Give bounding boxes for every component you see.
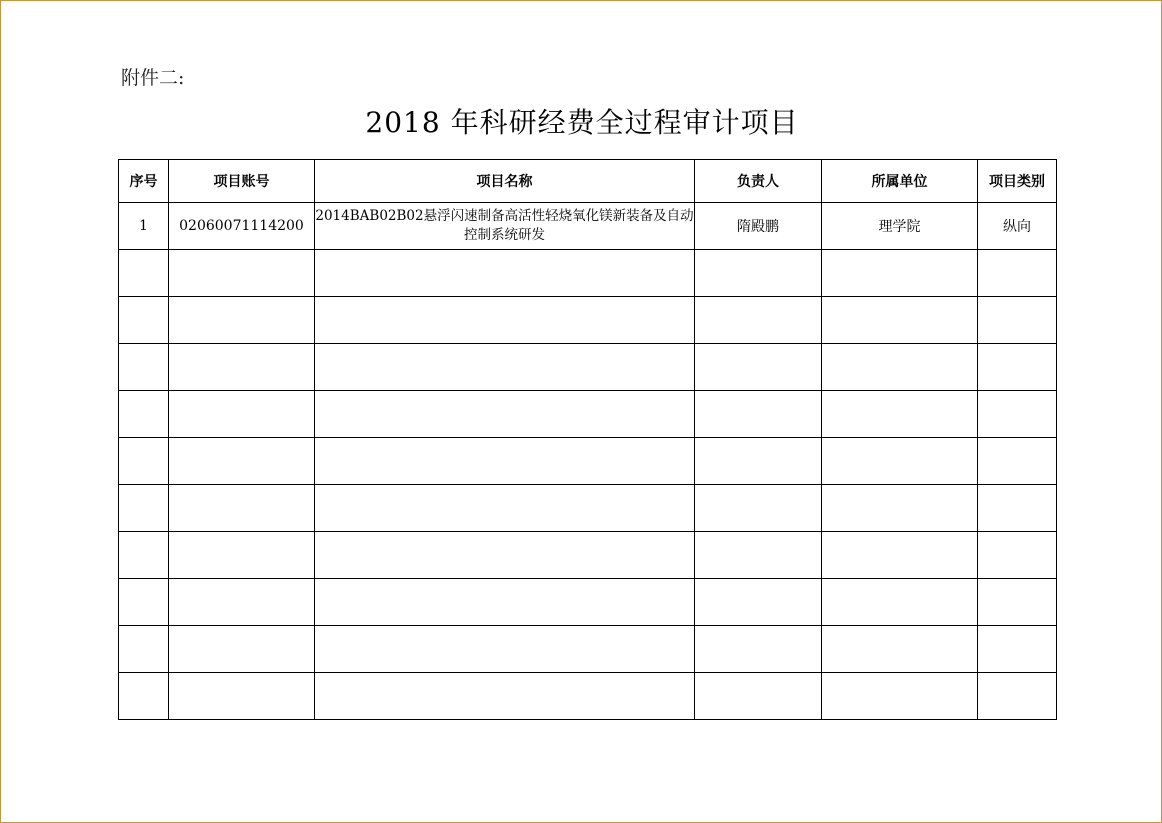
table-header-row: [119, 160, 1057, 203]
attachment-label: 附件二:: [121, 67, 185, 89]
header-seq: 序号: [119, 160, 169, 203]
cell-account: [169, 673, 315, 720]
table-row-empty: [119, 438, 1057, 485]
cell-leader: [695, 344, 822, 391]
cell-name: [315, 673, 695, 720]
cell-account: [169, 297, 315, 344]
cell-unit: [822, 438, 978, 485]
cell-seq: [119, 626, 169, 673]
cell-account: [169, 250, 315, 297]
cell-category: [978, 485, 1057, 532]
table-body: [119, 203, 1057, 720]
table-row-empty: [119, 344, 1057, 391]
cell-account: [169, 485, 315, 532]
cell-name: 2014BAB02B02悬浮闪速制备高活性轻烧氧化镁新装备及自动控制系统研发: [315, 203, 695, 250]
cell-seq: [119, 344, 169, 391]
cell-unit: [822, 344, 978, 391]
cell-name: [315, 626, 695, 673]
table-row-empty: [119, 391, 1057, 438]
cell-unit: [822, 532, 978, 579]
cell-category: [978, 250, 1057, 297]
cell-account: 02060071114200: [169, 203, 315, 250]
cell-category: [978, 579, 1057, 626]
cell-account: [169, 626, 315, 673]
cell-unit: [822, 391, 978, 438]
cell-unit: [822, 673, 978, 720]
cell-category: [978, 626, 1057, 673]
cell-account: [169, 532, 315, 579]
cell-category: [978, 673, 1057, 720]
cell-leader: [695, 626, 822, 673]
cell-leader: [695, 391, 822, 438]
cell-seq: [119, 391, 169, 438]
cell-seq: [119, 579, 169, 626]
table-row-empty: [119, 579, 1057, 626]
cell-unit: [822, 485, 978, 532]
cell-name: [315, 391, 695, 438]
cell-account: [169, 344, 315, 391]
header-name: 项目名称: [315, 160, 695, 203]
cell-leader: [695, 485, 822, 532]
cell-category: [978, 391, 1057, 438]
header-unit: 所属单位: [822, 160, 978, 203]
table-row: [119, 203, 1057, 250]
cell-seq: [119, 297, 169, 344]
cell-leader: [695, 532, 822, 579]
cell-category: 纵向: [978, 203, 1057, 250]
cell-seq: [119, 485, 169, 532]
cell-leader: [695, 579, 822, 626]
cell-unit: [822, 250, 978, 297]
cell-name: [315, 297, 695, 344]
header-leader: 负责人: [695, 160, 822, 203]
cell-category: [978, 532, 1057, 579]
cell-name: [315, 250, 695, 297]
cell-unit: [822, 297, 978, 344]
cell-leader: [695, 673, 822, 720]
cell-leader: 隋殿鹏: [695, 203, 822, 250]
cell-name: [315, 532, 695, 579]
table-row-empty: [119, 297, 1057, 344]
cell-unit: 理学院: [822, 203, 978, 250]
cell-seq: [119, 532, 169, 579]
audit-project-table: [118, 159, 1057, 720]
cell-seq: [119, 673, 169, 720]
table-row-empty: [119, 673, 1057, 720]
cell-account: [169, 579, 315, 626]
cell-category: [978, 438, 1057, 485]
cell-unit: [822, 579, 978, 626]
header-category: 项目类别: [978, 160, 1057, 203]
cell-name: [315, 579, 695, 626]
table-row-empty: [119, 532, 1057, 579]
cell-account: [169, 438, 315, 485]
table-row-empty: [119, 485, 1057, 532]
cell-leader: [695, 250, 822, 297]
cell-account: [169, 391, 315, 438]
cell-name: [315, 485, 695, 532]
cell-leader: [695, 438, 822, 485]
cell-seq: 1: [119, 203, 169, 250]
cell-leader: [695, 297, 822, 344]
document-title: 2018 年科研经费全过程审计项目: [365, 106, 799, 139]
cell-category: [978, 344, 1057, 391]
table-row-empty: [119, 626, 1057, 673]
cell-category: [978, 297, 1057, 344]
cell-seq: [119, 438, 169, 485]
table-row-empty: [119, 250, 1057, 297]
cell-seq: [119, 250, 169, 297]
header-account: 项目账号: [169, 160, 315, 203]
cell-unit: [822, 626, 978, 673]
cell-name: [315, 438, 695, 485]
cell-name: [315, 344, 695, 391]
